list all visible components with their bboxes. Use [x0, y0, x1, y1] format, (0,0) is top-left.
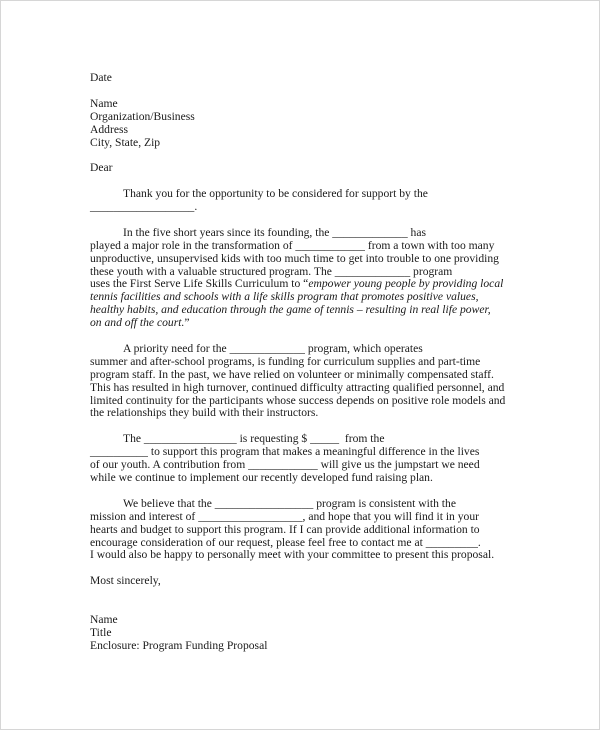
curriculum-quote: on and off the court. [90, 316, 185, 330]
complimentary-close: Most sincerely, [90, 574, 161, 588]
paragraph-line: __________________. [90, 200, 198, 214]
paragraph-line: program staff. In the past, we have relied on volunteer or minimally compensated staff. [90, 367, 494, 381]
paragraph-request [90, 433, 500, 485]
paragraph-line: these youth with a valuable structured program. The _____________ program [90, 264, 453, 278]
paragraph-line: This has resulted in high turnover, continued difficulty attracting qualified personnel, and [90, 380, 505, 394]
paragraph-closing [90, 498, 500, 563]
paragraph-history [90, 225, 504, 330]
paragraph-line: mission and interest of __________________, and hope that you will find it in your [90, 509, 479, 523]
paragraph-line: I would also be happy to personally meet with your committee to present this proposal. [90, 548, 495, 562]
paragraph-line: In the five short years since its founding, the _____________ has [123, 225, 426, 239]
paragraph-line: A priority need for the _____________ program, which operates [123, 341, 423, 355]
paragraph-line: played a major role in the transformation of ____________ from a town with too many [90, 238, 495, 252]
paragraph-intro [90, 188, 500, 214]
paragraph-line: __________ to support this program that makes a meaningful difference in the lives [90, 445, 480, 459]
signature-title: Title [90, 625, 112, 639]
curriculum-quote: healthy habits, and education through the game of tennis – resulting in real life power, [90, 303, 491, 317]
paragraph-line: limited continuity for the participants whose success depends on positive role models and [90, 393, 506, 407]
paragraph-line: hearts and budget to support this program. If I can provide additional information to [90, 522, 480, 536]
address-line: Name [90, 96, 118, 110]
paragraph-line: the relationships they build with their instructors. [90, 406, 319, 420]
paragraph-line: of our youth. A contribution from ____________ will give us the jumpstart we need [90, 458, 480, 472]
signature-block [90, 614, 500, 653]
paragraph-line: encourage consideration of our request, please feel free to contact me at _________. [90, 535, 481, 549]
paragraph-need [90, 341, 506, 420]
text-run: ” [184, 316, 190, 330]
enclosure-line: Enclosure: Program Funding Proposal [90, 638, 268, 652]
paragraph-line [90, 317, 500, 330]
paragraph-line: We believe that the _________________ program is consistent with the [123, 496, 456, 510]
signature-name: Name [90, 612, 118, 626]
address-line: Address [90, 122, 128, 136]
salutation: Dear [90, 161, 113, 175]
curriculum-quote: tennis facilities and schools with a life skills program that promotes positive values, [90, 290, 479, 304]
letter-body [90, 71, 506, 653]
paragraph-line: while we continue to implement our recently developed fund raising plan. [90, 471, 433, 484]
curriculum-quote: empower young people by providing local [308, 277, 504, 291]
paragraph-line: The ________________ is requesting $ _____ from the [123, 432, 385, 446]
address-line: Organization/Business [90, 109, 195, 123]
paragraph-line: unproductive, unsupervised kids with too much time to get into trouble to one providing [90, 251, 499, 265]
paragraph-line: Thank you for the opportunity to be considered for support by the [123, 187, 428, 201]
text-run: uses the First Serve Life Skills Curriculum to “ [90, 277, 309, 291]
recipient-address [90, 98, 500, 150]
date-line: Date [90, 71, 112, 84]
address-line: City, State, Zip [90, 135, 161, 149]
paragraph-line: summer and after-school programs, is funding for curriculum supplies and part-time [90, 354, 481, 368]
